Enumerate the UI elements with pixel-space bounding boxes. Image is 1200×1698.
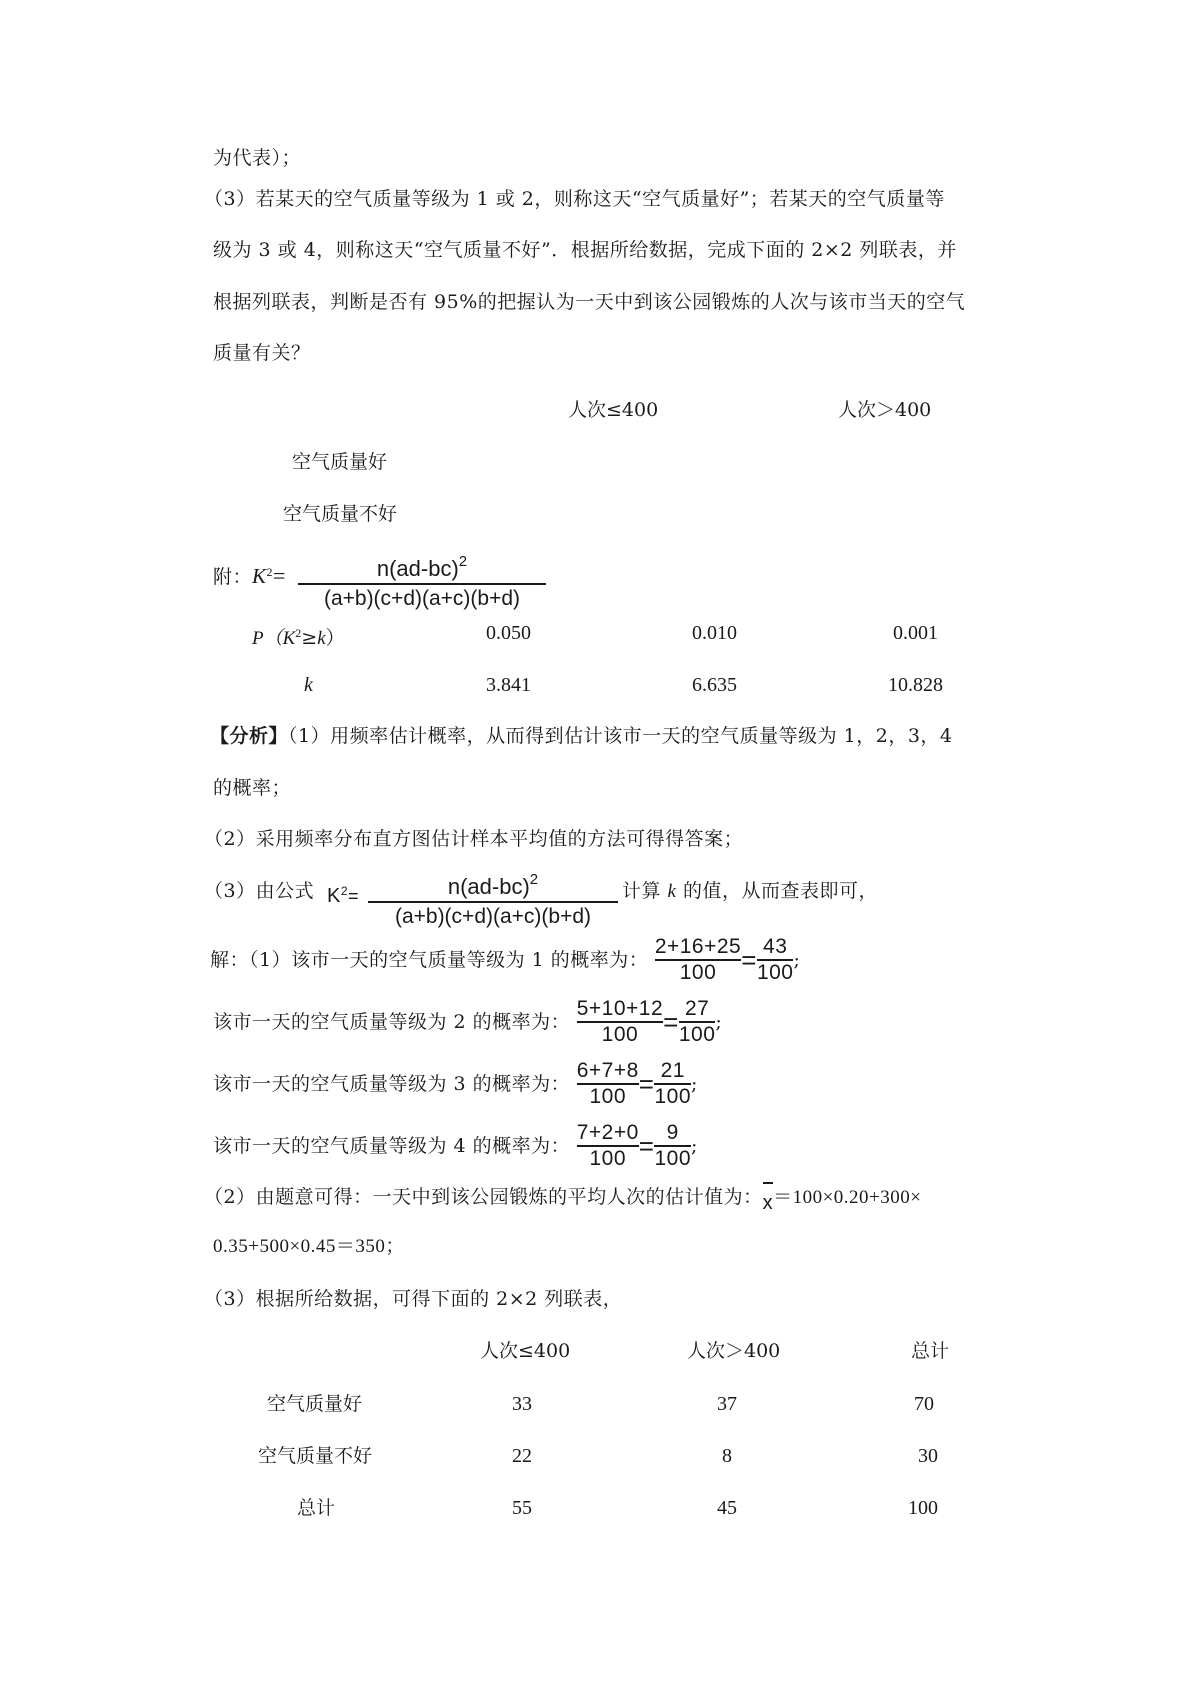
fraction-level4-result: $\frac{9}{100}$ [654, 1121, 692, 1170]
table1-row1-label: 空气质量好 [292, 451, 388, 473]
analysis-line-1b: 的概率； [213, 777, 292, 799]
table2-row3-label: 总计 [297, 1497, 336, 1519]
k-squared-formula: $n(ad-bc)^2$ (a+b)(c+d)(a+c)(b+d) [298, 548, 546, 613]
k-row-label: k [304, 674, 313, 696]
analysis-line-3: （3）由公式 [204, 880, 315, 902]
table2-row2-label: 空气质量不好 [258, 1445, 373, 1467]
x-bar-symbol: x [763, 1188, 774, 1218]
fraction-level2-result: $\frac{27}{100}$ [678, 997, 716, 1046]
k-value-3: 10.828 [888, 674, 943, 696]
analysis-line-2: （2）采用频率分布直方图估计样本平均值的方法可得得答案； [204, 828, 744, 850]
solution-line-2: 该市一天的空气质量等级为 2 的概率为： $\frac{5+10+12}{100}=\frac{27}{100}$; [213, 997, 723, 1046]
solution-line-3: 该市一天的空气质量等级为 3 的概率为： $\frac{6+7+8}{100}=\frac{21}{100}$; [213, 1059, 698, 1108]
table1-row2-label: 空气质量不好 [283, 503, 398, 525]
table2-row2-v3: 30 [918, 1445, 938, 1467]
table2-row1-v3: 70 [914, 1393, 934, 1415]
table2-row2-v2: 8 [722, 1445, 732, 1467]
k-value-1: 3.841 [486, 674, 531, 696]
p-k-header: $P(K^2\ge k)$ [252, 626, 345, 649]
table2-col3-header: 总计 [911, 1340, 950, 1362]
table2-col2-header: 人次＞400 [687, 1340, 781, 1362]
table2-row3-v3: 100 [908, 1497, 938, 1519]
table2-col1-header: 人次≤400 [480, 1340, 571, 1362]
p-value-3: 0.001 [893, 622, 938, 644]
table2-row1-v1: 33 [512, 1393, 532, 1415]
question-3-line-b: 级为 3 或 4，则称这天“空气质量不好”．根据所给数据，完成下面的 2×2 列联表，并 [213, 239, 957, 261]
table1-col1-header: 人次≤400 [568, 399, 659, 421]
question-3-line-a: （3）若某天的空气质量等级为 1 或 2，则称这天“空气质量好”；若某天的空气质量等 [204, 188, 945, 210]
solution-part-2-line-1: （2）由题意可得：一天中到该公园锻炼的平均人次的估计值为：x＝100×0.20+300× [204, 1182, 922, 1213]
appendix-label: 附：$K^2=$ [213, 563, 286, 588]
analysis-line-1: 【分析】（1）用频率估计概率，从而得到估计该市一天的空气质量等级为 1，2，3，4 [210, 725, 953, 747]
text-line-l1: 为代表）； [213, 147, 302, 169]
fraction-level4-sum: $\frac{7+2+0}{100}$ [576, 1121, 639, 1170]
solution-line-4: 该市一天的空气质量等级为 4 的概率为： $\frac{7+2+0}{100}=\frac{9}{100}$; [213, 1121, 698, 1170]
solution-part-3-line: （3）根据所给数据，可得下面的 2×2 列联表， [204, 1288, 623, 1310]
p-value-2: 0.010 [692, 622, 737, 644]
analysis-formula-lhs: $K^2=$ [327, 884, 360, 907]
table2-row2-v1: 22 [512, 1445, 532, 1467]
k-value-2: 6.635 [692, 674, 737, 696]
table2-row3-v2: 45 [717, 1497, 737, 1519]
fraction-level3-result: $\frac{21}{100}$ [654, 1059, 692, 1108]
fraction-level2-sum: $\frac{5+10+12}{100}$ [576, 997, 664, 1046]
table2-row1-label: 空气质量好 [267, 1393, 363, 1415]
analysis-k-squared-formula: $n(ad-bc)^2$ (a+b)(c+d)(a+c)(b+d) [368, 866, 618, 931]
fraction-level1-result: $\frac{43}{100}$ [756, 935, 794, 984]
solution-line-1: 解：（1）该市一天的空气质量等级为 1 的概率为： $\frac{2+16+25}{100}=\frac{43}{100}$; [210, 935, 801, 984]
table1-col2-header: 人次＞400 [838, 399, 932, 421]
fraction-level1-sum: $\frac{2+16+25}{100}$ [654, 935, 742, 984]
table2-row3-v1: 55 [512, 1497, 532, 1519]
question-3-line-c: 根据列联表，判断是否有 95%的把握认为一天中到该公园锻炼的人次与该市当天的空气 [213, 291, 966, 313]
solution-part-2-line-2: 0.35+500×0.45＝350； [213, 1236, 405, 1257]
p-value-1: 0.050 [486, 622, 531, 644]
table2-row1-v2: 37 [717, 1393, 737, 1415]
analysis-line-3-end: 计算 k 的值，从而查表即可， [622, 880, 879, 902]
question-3-line-d: 质量有关？ [213, 342, 311, 364]
fraction-level3-sum: $\frac{6+7+8}{100}$ [576, 1059, 639, 1108]
